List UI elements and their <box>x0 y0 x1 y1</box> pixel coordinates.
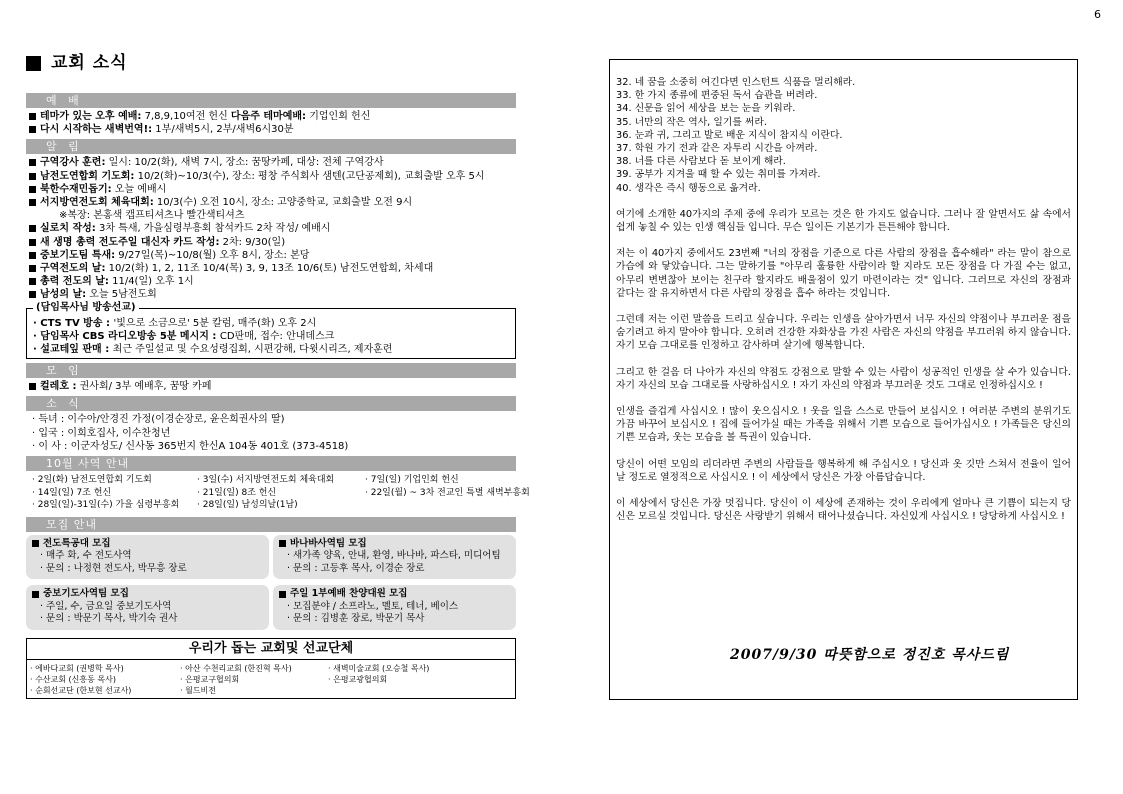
calendar-entry: · 28일(일)-31일(수) 가을 심령부흥회 <box>32 500 180 511</box>
recruit-line: · 모집분야 / 소프라노, 멜토, 테너, 베이스 <box>287 600 459 612</box>
tip-item: 37. 학원 가기 전과 같은 자투리 시간을 아껴라. <box>616 143 818 155</box>
calendar-entry: · 28일(일) 남성의날(1남) <box>197 500 298 511</box>
tip-item: 32. 네 꿈을 소중히 여긴다면 인스턴트 식품을 멀리해라. <box>616 77 856 88</box>
square-bullet-icon <box>29 225 36 232</box>
item-value: 이군자성도/ 신사동 365번지 한신A 104동 401호 (373-4518) <box>67 440 349 452</box>
recruit-title: 전도특공대 모집 <box>43 537 111 549</box>
square-bullet-icon <box>29 265 36 272</box>
missions-box <box>26 638 516 699</box>
calendar-entry: · 7일(일) 기업인회 헌신 <box>365 475 459 486</box>
worship-section <box>26 93 516 136</box>
notice-item <box>26 249 516 262</box>
pastor-letter-panel <box>609 59 1078 700</box>
item-key: · 이 사 : <box>32 440 68 452</box>
notice-subnote: ※복장: 본홍색 캡프티셔츠나 빨간색티셔츠 <box>59 210 245 222</box>
recruit-section <box>26 517 516 630</box>
item-key: 새 생명 총력 전도주일 대신자 카드 작성: <box>40 236 220 248</box>
news-section <box>26 396 516 453</box>
letter-paragraph: 인생을 즐겁게 사십시오 ! 많이 웃으십시오 ! 웃을 일을 스스로 만들어 보십시오 ! 여러분 주변의 분위기도 가끔 바꾸어 보십시오 ! 집에 들어가실 때는 가족을 위해서 기쁜 모습으로 들어가십시오 ! 가족들은 당신의 기쁜 모습과, 웃는 모습을 볼 특권이 있습니다. <box>616 406 1071 444</box>
recruit-line: · 주일, 수, 금요일 중보기도사역 <box>40 600 172 612</box>
calendar-grid <box>26 473 530 514</box>
recruit-line: · 문의 : 고등후 목사, 이경순 장로 <box>287 562 425 574</box>
section-header-calendar: 10월 사역 안내 <box>26 456 516 471</box>
section-header-worship: 예 배 <box>26 93 516 108</box>
mission-entry: · 순회선교단 (한보현 선교사) <box>30 685 132 695</box>
calendar-entry: · 3일(수) 서지방연전도회 체육대회 <box>197 475 335 486</box>
square-bullet-icon <box>29 159 36 166</box>
item-value: CD판매, 접수: 안내데스크 <box>219 330 335 342</box>
square-bullet-icon <box>29 173 36 180</box>
news-line <box>26 440 516 453</box>
item-value: 오늘 예배시 <box>111 183 167 195</box>
item-key: 구역강사 훈련: <box>40 157 106 169</box>
item-key: · CTS TV 방송 : <box>33 317 114 329</box>
item-value: 2차: 9/30(일) <box>219 236 286 248</box>
item-value: 10/3(수) 오전 10시, 장소: 고양중학교, 교회출발 오전 9시 <box>153 197 413 209</box>
item-key: · 득녀 : <box>32 414 65 426</box>
tip-item: 40. 생각은 즉시 행동으로 옮겨라. <box>616 182 761 194</box>
notice-item <box>26 156 516 169</box>
mission-entry: · 수산교회 (신흥동 목사) <box>30 674 116 684</box>
item-key: 남성의 날: <box>40 289 87 301</box>
square-bullet-icon <box>29 199 36 206</box>
tip-item: 36. 눈과 귀, 그리고 발로 배운 지식이 참지식 이란다. <box>616 129 843 141</box>
item-key: 테마가 있는 오후 예배: <box>40 111 142 122</box>
section-header-news: 소 식 <box>26 396 516 411</box>
calendar-entry: · 21일(일) 8조 헌신 <box>197 487 277 498</box>
item-key: 총력 전도의 날: <box>40 276 109 288</box>
page-title <box>26 52 516 73</box>
square-bullet-icon <box>279 540 286 547</box>
recruit-grid <box>26 535 516 630</box>
item-key: 중보기도팀 특새: <box>40 249 116 261</box>
meetings-section <box>26 363 516 393</box>
item-value: 10/2(화) 1, 2, 11조 10/4(목) 3, 9, 13조 10/6(토) 남전도연합회, 차세대 <box>105 263 434 275</box>
calendar-entry <box>365 499 522 512</box>
letter-paragraph: 여기에 소개한 40가지의 주제 중에 우리가 모르는 것은 한 가지도 없습니다. 그러나 잘 알면서도 삶 속에서 쉽게 놓칠 수 있는 인생 핵심들 입니다. 무슨 일이든 기본기가 튼튼해야 합니다. <box>616 208 1071 234</box>
mission-entry <box>328 685 498 696</box>
item-value: 최근 주일설교 및 수요성령집회, 시편강해, 다윗시리즈, 제자훈련 <box>112 344 393 356</box>
item-key: 컬레호 : <box>40 381 77 393</box>
section-header-meetings: 모 임 <box>26 363 516 378</box>
square-bullet-icon <box>279 591 286 598</box>
worship-item <box>26 123 516 136</box>
recruit-card <box>26 535 269 580</box>
tip-item: 39. 공부가 지겨울 때 할 수 있는 취미를 가져라. <box>616 169 821 181</box>
tip-item: 38. 너를 다른 사람보다 돋 보이게 해라. <box>616 156 786 168</box>
recruit-line: · 매주 화, 수 전도사역 <box>40 550 132 562</box>
recruit-line: · 새가족 양육, 안내, 환영, 바나바, 파스타, 미디어팀 <box>287 550 501 562</box>
calendar-entry: · 22일(월) ~ 3차 전교인 특별 새벽부흥회 <box>365 487 530 498</box>
calendar-entry: · 2일(화) 남전도연합회 기도회 <box>32 475 152 486</box>
recruit-line: · 문의 : 박문기 목사, 박기숙 권사 <box>40 613 178 625</box>
notice-item <box>26 275 516 288</box>
notice-item <box>26 222 516 235</box>
square-bullet-icon <box>29 252 36 259</box>
item-key: 실로치 작성: <box>40 223 96 235</box>
broadcast-mission-box <box>26 301 516 360</box>
square-bullet-icon <box>26 56 41 71</box>
notice-item <box>26 262 516 275</box>
recruit-card <box>26 585 269 630</box>
recruit-title: 중보기도사역팀 모집 <box>43 588 129 600</box>
item-value: 11/4(일) 오후 1시 <box>108 276 194 288</box>
item-key: 남전도연합회 기도회: <box>40 170 135 182</box>
tip-item: 35. 너만의 작은 역사, 일기를 써라. <box>616 116 767 128</box>
meeting-item <box>26 380 516 393</box>
calendar-section <box>26 456 530 514</box>
recruit-line: · 문의 : 김병훈 장로, 박문기 목사 <box>287 613 425 625</box>
tip-item: 33. 한 가지 종류에 편중된 독서 습관을 버려라. <box>616 90 818 102</box>
item-value: 이희호집사, 이수찬청년 <box>64 427 171 439</box>
item-key: 다시 시작하는 새벽번역!: <box>40 124 153 136</box>
item-value: 오늘 5남전도회 <box>86 289 157 301</box>
notice-item <box>26 170 516 183</box>
square-bullet-icon <box>29 291 36 298</box>
letter-paragraph: 저는 이 40가지 중에서도 23번째 "너의 장점을 기준으로 다른 사람의 장점을 흡수해라" 라는 말이 참으로 가슴에 와 닿았습니다. 그는 말하기를 "아무리 훌륭한 사람이라 할 지라도 모든 장점을 다 가질 수는 없고, 아무리 변변찮아 보이는 친구라 할지라도 배울점이 있기 마련이라는 것" 입니다. 그러므로 자신의 장점과 같다는 잘 유지하면서 다른 사람의 장점을 흡수 하라는 것입니다. <box>616 248 1071 299</box>
square-bullet-icon <box>29 239 36 246</box>
square-bullet-icon <box>29 186 36 193</box>
notice-item <box>26 183 516 196</box>
recruit-line: · 문의 : 나정현 전도사, 박무흥 장로 <box>40 562 187 574</box>
tips-list <box>616 76 1071 195</box>
item-key: · 담임목사 CBS 라디오방송 5분 메시지 : <box>33 330 220 342</box>
item-value: 9/27일(목)~10/8(월) 오후 8시, 장소: 본당 <box>115 249 310 261</box>
item-key: · 입국 : <box>32 427 65 439</box>
item-key: 구역전도의 날: <box>40 263 106 275</box>
square-bullet-icon <box>32 540 39 547</box>
square-bullet-icon <box>29 126 36 133</box>
broadcast-line <box>33 343 509 356</box>
item-value: 기업인회 헌신 <box>306 111 371 122</box>
item-value: 7,8,9,10여전 헌신 <box>141 111 231 122</box>
letter-paragraph: 그런데 저는 이런 말씀을 드리고 싶습니다. 우리는 인생을 살아가면서 너무 자신의 약점이나 부끄러운 점을 숨기려고 하지 말아야 합니다. 오히려 건강한 자화상을 가진 사람은 자신의 약점을 부끄러워 하지 않습니다. 자기 모습 그대로를 인정하고 감사하며 살기에 행복합니다. <box>616 314 1071 352</box>
section-header-notices: 알 림 <box>26 139 516 154</box>
letter-paragraph: 그리고 한 걸음 더 나아가 자신의 약점도 강점으로 말할 수 있는 사람이 성공적인 인생을 살 수가 있습니다. 자기 자신의 모습 그대로를 사랑하십시오 ! 자기 자신의 약점과 부끄러운 것도 그대로 인정하십시오 ! <box>616 366 1071 391</box>
mission-entry: · 은평교광협의회 <box>328 674 388 684</box>
page-number: 6 <box>1094 8 1101 21</box>
broadcast-line <box>33 330 509 343</box>
mission-entry: · 새벽미술교회 (오승철 목사) <box>328 663 430 673</box>
broadcast-caption: (담임목사님 방송선교) <box>33 301 139 314</box>
mission-entry: · 은평교구협의회 <box>180 674 240 684</box>
page-title-text: 교회 소식 <box>51 52 128 73</box>
news-line <box>26 427 516 440</box>
recruit-title: 주일 1부예배 찬양대원 모집 <box>290 588 408 600</box>
recruit-title: 바나바사역팀 모집 <box>290 537 367 549</box>
mission-entry: · 아산 수천리교회 (한진혁 목사) <box>180 663 292 673</box>
square-bullet-icon <box>29 383 36 390</box>
item-value: 1부/새벽5시, 2부/새벽6시30분 <box>152 124 294 136</box>
letter-paragraph: 이 세상에서 당신은 가장 멋집니다. 당신이 이 세상에 존재하는 것이 우리에게 얼마나 큰 기쁨이 되는지 당신은 모르실 것입니다. 당신은 사랑받기 위해서 태어나셨습니다. 자신있게 사십시오 ! 당당하게 사십시오 ! <box>616 498 1071 523</box>
item-value: '빛으로 소금으로' 5분 칼럼, 매주(화) 오후 2시 <box>113 317 317 329</box>
item-key: 다음주 테마예배: <box>230 111 307 122</box>
notice-item <box>26 196 516 209</box>
item-value: 권사회/ 3부 예배후, 꿈땅 카페 <box>76 381 212 393</box>
notices-section <box>26 139 516 301</box>
calendar-entry: · 14일(일) 7조 헌신 <box>32 487 112 498</box>
missions-title: 우리가 돕는 교회및 선교단체 <box>27 639 515 660</box>
recruit-card <box>273 585 516 630</box>
item-value: 3차 특새, 가을심령부흥회 참석카드 2차 작성/ 예배시 <box>95 223 331 235</box>
square-bullet-icon <box>32 591 39 598</box>
item-key: · 설교테잎 판매 : <box>33 344 113 356</box>
worship-item <box>26 110 516 123</box>
item-value: 이수아/안경진 가정(이경순장로, 윤은희권사의 딸) <box>64 414 285 426</box>
recruit-card <box>273 535 516 580</box>
section-header-recruit: 모집 안내 <box>26 517 516 532</box>
mission-entry: · 에바다교회 (권병학 목사) <box>30 663 124 673</box>
missions-grid <box>27 660 515 698</box>
mission-entry: · 월드비전 <box>180 685 216 695</box>
item-value: 일시: 10/2(화), 새벽 7시, 장소: 꿈땅카페, 대상: 전체 구역강사 <box>105 157 384 169</box>
tip-item: 34. 신문을 읽어 세상을 보는 눈을 키워라. <box>616 103 796 115</box>
notice-item <box>26 236 516 249</box>
square-bullet-icon <box>29 278 36 285</box>
item-key: 서지방연전도회 체육대회: <box>40 197 154 209</box>
item-key: 북한수재민돕기: <box>40 183 112 195</box>
square-bullet-icon <box>29 113 36 120</box>
item-value: 10/2(화)~10/3(수), 장소: 평창 주식회사 샘텐(고단공제회), 교회출발 오후 5시 <box>134 170 485 182</box>
pastor-signature: 2007/9/30 따뜻함으로 정진호 목사드림 <box>730 647 1010 663</box>
letter-paragraph: 당신이 어떤 모임의 리더라면 주변의 사람들을 행복하게 해 주십시오 ! 당신과 옷 깃만 스쳐서 전율이 일어날 정도로 열정적으로 사십시오 ! 이 세상에서 당신은 가장 아름답습니다. <box>616 458 1071 483</box>
broadcast-line <box>33 317 509 330</box>
news-line <box>26 413 516 426</box>
church-news-column <box>26 52 530 699</box>
